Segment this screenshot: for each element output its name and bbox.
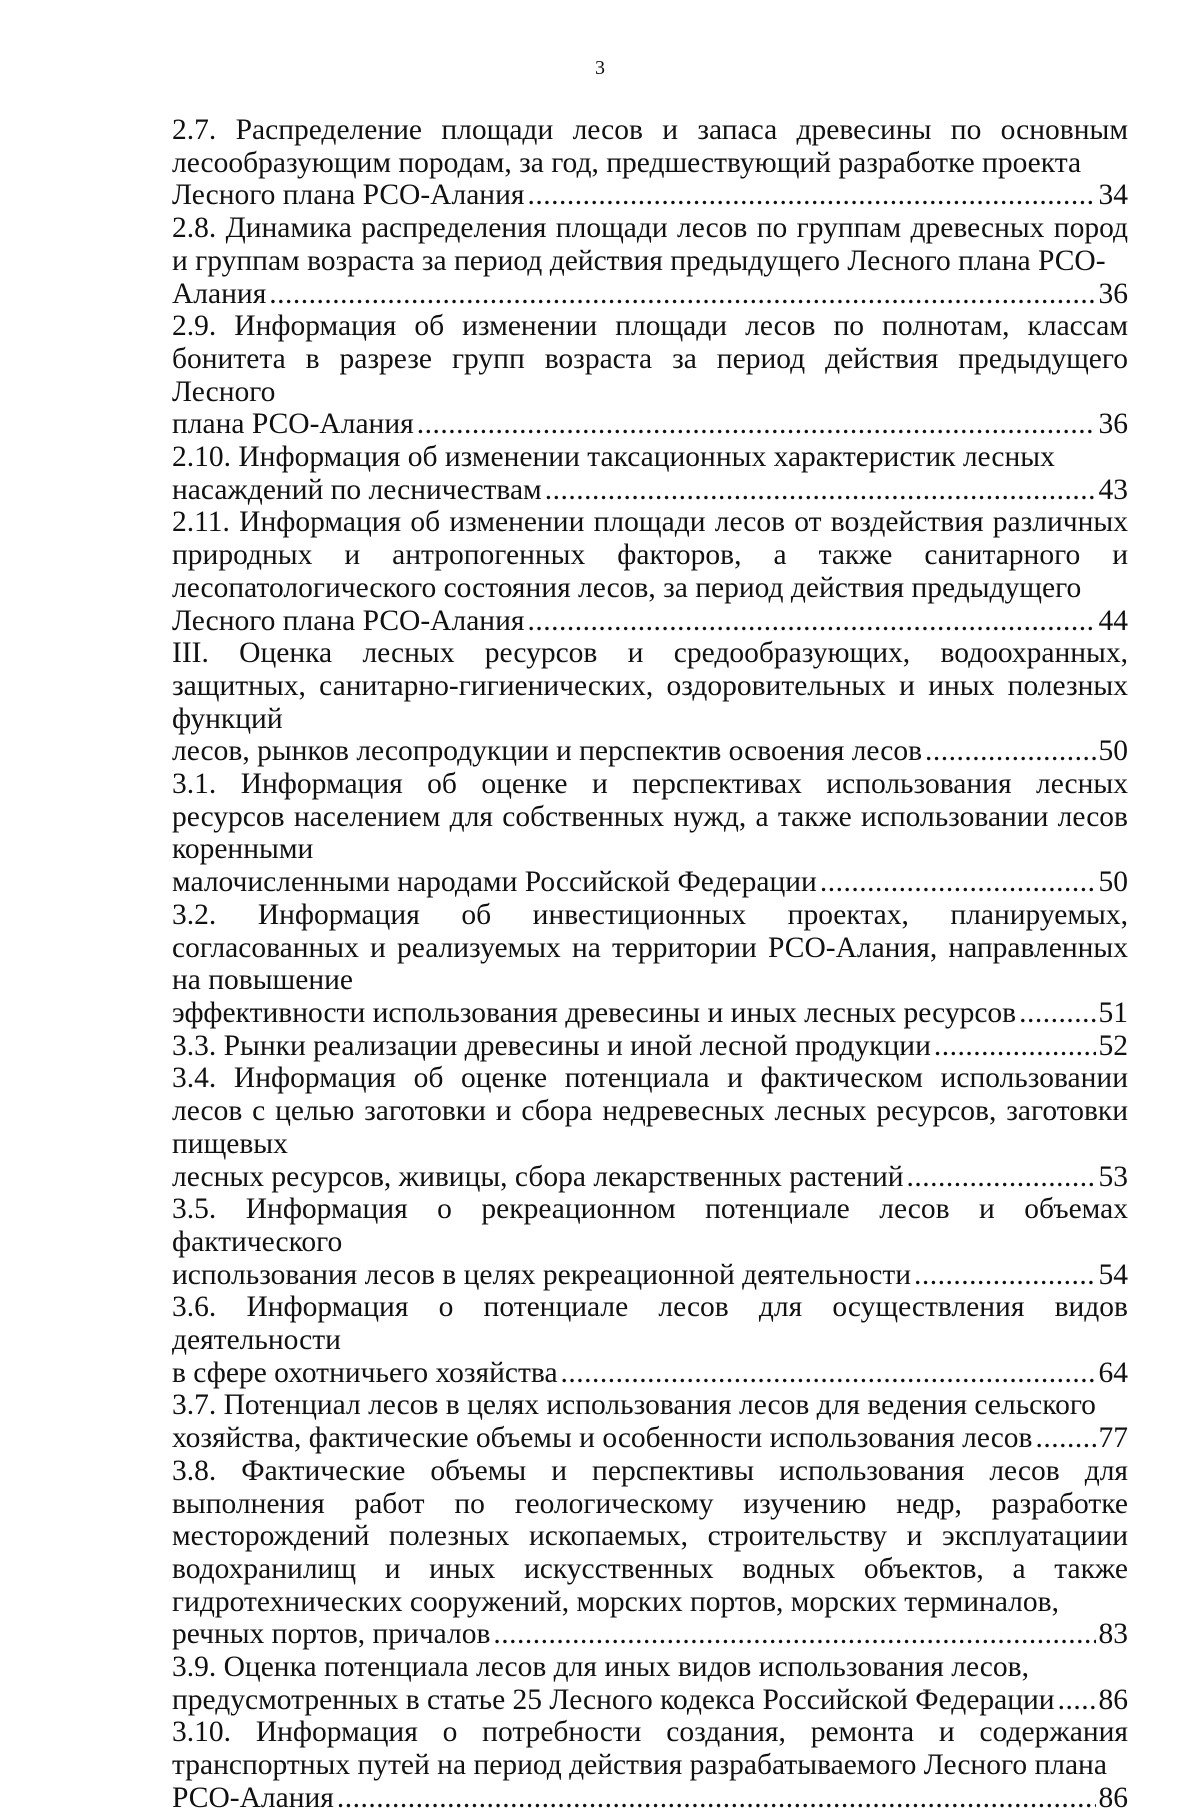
toc-page-number: 34: [1098, 179, 1128, 212]
toc-entry-title-end: использования лесов в целях рекреационной деятельности: [172, 1258, 912, 1291]
toc-entry-last-line: [172, 997, 1128, 1030]
dot-leader: [820, 866, 1096, 899]
dot-leader: [527, 179, 1095, 212]
toc-entry-title: 2.10. Информация об изменении таксационных характеристик лесных: [172, 441, 1055, 474]
toc-page-number: 50: [1098, 735, 1128, 768]
toc-entry-title: 2.7. Распределение площади лесов и запаса древесины по основным лесообразующим породам, за год, предшествующий разработке проекта: [172, 114, 1128, 179]
dot-leader: [1019, 997, 1095, 1030]
toc-entry-title: 2.9. Информация об изменении площади лесов по полнотам, классам бонитета в разрезе групп возраста за период действия предыдущего Лесного: [172, 310, 1128, 408]
dot-leader: [914, 1259, 1095, 1292]
toc-page-number: 64: [1098, 1356, 1128, 1389]
toc-entry-title-end: речных портов, причалов: [172, 1618, 491, 1651]
toc-entry-title: III. Оценка лесных ресурсов и средообразующих, водоохранных, защитных, санитарно-гигиенических, оздоровительных и иных полезных функций: [172, 637, 1128, 735]
toc-page-number: 52: [1098, 1029, 1128, 1062]
dot-leader: [269, 278, 1095, 311]
toc-entry-title: 3.10. Информация о потребности создания, ремонта и содержания транспортных путей на период действия разрабатываемого Лесного плана: [172, 1716, 1128, 1782]
toc-entry-title: 3.9. Оценка потенциала лесов для иных видов использования лесов,: [172, 1651, 1029, 1684]
toc-entry-title-end: малочисленными народами Российской Федерации: [172, 866, 817, 899]
toc-entry-title-end: эффективности использования древесины и иных лесных ресурсов: [172, 996, 1017, 1029]
toc-entry-last-line: [172, 1782, 1128, 1815]
toc-entry-title-end: хозяйства, фактические объемы и особенности использования лесов: [172, 1422, 1033, 1455]
toc-entry-last-line: [172, 1357, 1128, 1390]
dot-leader: [1035, 1422, 1095, 1455]
toc-entry[interactable]: [172, 1291, 1128, 1389]
toc-entry[interactable]: [172, 1389, 1128, 1454]
toc-entry-title: 2.8. Динамика распределения площади лесов по группам древесных пород и группам возраста за период действия предыдущего Лесного плана РСО-: [172, 212, 1128, 277]
dot-leader: [545, 474, 1096, 507]
toc-entry-title-end: Лесного плана РСО-Алания: [172, 604, 525, 637]
toc-entry-title-end: лесов, рынков лесопродукции и перспектив освоения лесов: [172, 735, 923, 768]
toc-entry[interactable]: [172, 768, 1128, 899]
toc-entry-title: 3.5. Информация о рекреационном потенциале лесов и объемах фактического: [172, 1193, 1128, 1258]
toc-entry-last-line: [172, 1259, 1128, 1292]
toc-entry-title: 3.4. Информация об оценке потенциала и фактическом использовании лесов с целью заготовки и сбора недревесных лесных ресурсов, заготовки пищевых: [172, 1062, 1128, 1160]
toc-entry-title-end: лесных ресурсов, живицы, сбора лекарственных растений: [172, 1160, 904, 1193]
toc-page-number: 36: [1098, 277, 1128, 310]
dot-leader: [527, 605, 1095, 638]
toc-entry[interactable]: [172, 1455, 1128, 1651]
toc-page-number: 50: [1098, 866, 1128, 899]
toc-entry-title: 2.11. Информация об изменении площади лесов от воздействия различных природных и антропогенных факторов, а также санитарного и лесопатологического состояния лесов, за период действия предыдущего: [172, 506, 1128, 604]
table-of-contents: [172, 114, 1128, 1815]
toc-entry-title-end: Алания: [172, 277, 267, 310]
toc-page-number: 53: [1098, 1160, 1128, 1193]
dot-leader: [417, 408, 1096, 441]
toc-page-number: 77: [1098, 1422, 1128, 1455]
toc-entry[interactable]: [172, 1030, 1128, 1063]
toc-page-number: 54: [1098, 1258, 1128, 1291]
toc-entry-title-end: плана РСО-Алания: [172, 408, 414, 441]
toc-entry-last-line: [172, 866, 1128, 899]
dot-leader: [337, 1782, 1096, 1815]
toc-entry[interactable]: [172, 506, 1128, 637]
toc-entry-title-end: в сфере охотничьего хозяйства: [172, 1356, 558, 1389]
toc-entry[interactable]: [172, 637, 1128, 768]
toc-entry-title-end: Лесного плана РСО-Алания: [172, 179, 525, 212]
toc-entry-title: 3.7. Потенциал лесов в целях использования лесов для ведения сельского: [172, 1389, 1096, 1422]
dot-leader: [561, 1357, 1096, 1390]
toc-entry-title-end: РСО-Алания: [172, 1781, 334, 1814]
toc-page-number: 86: [1098, 1781, 1128, 1814]
toc-entry-last-line: [172, 179, 1128, 212]
toc-entry-last-line: [172, 1030, 1128, 1063]
toc-page-number: 51: [1098, 996, 1128, 1029]
toc-page-number: 83: [1098, 1618, 1128, 1651]
toc-entry-last-line: [172, 474, 1128, 507]
toc-entry[interactable]: [172, 1062, 1128, 1193]
toc-entry-title: 3.6. Информация о потенциале лесов для осуществления видов деятельности: [172, 1291, 1128, 1357]
toc-entry[interactable]: [172, 310, 1128, 441]
toc-page-number: 44: [1098, 604, 1128, 637]
dot-leader: [934, 1030, 1096, 1063]
toc-entry[interactable]: [172, 441, 1128, 506]
toc-entry-last-line: [172, 735, 1128, 768]
dot-leader: [925, 735, 1095, 768]
toc-entry-last-line: [172, 408, 1128, 441]
page-number: 3: [595, 57, 605, 79]
dot-leader: [493, 1618, 1095, 1651]
toc-entry-title: 3.1. Информация об оценке и перспективах использования лесных ресурсов населением для собственных нужд, а также использовании лесов коренными: [172, 768, 1128, 866]
toc-entry[interactable]: [172, 212, 1128, 310]
toc-entry-last-line: [172, 278, 1128, 311]
dot-leader: [907, 1161, 1096, 1194]
toc-entry-title-end: 3.3. Рынки реализации древесины и иной лесной продукции: [172, 1029, 931, 1062]
toc-entry-title-end: предусмотренных в статье 25 Лесного кодекса Российской Федерации: [172, 1683, 1055, 1716]
toc-entry-last-line: [172, 605, 1128, 638]
toc-page-number: 36: [1098, 408, 1128, 441]
toc-entry[interactable]: [172, 114, 1128, 212]
toc-page-number: 43: [1098, 473, 1128, 506]
dot-leader: [1058, 1684, 1096, 1717]
toc-entry[interactable]: [172, 899, 1128, 1030]
toc-entry-title: 3.8. Фактические объемы и перспективы использования лесов для выполнения работ по геологическому изучению недр, разработке месторождений полезных ископаемых, строительству и эксплуатациии водохранилищ и иных искусственных водных объектов, а также гидротехнических сооружений, морских портов, морских терминалов,: [172, 1454, 1128, 1618]
toc-entry[interactable]: [172, 1651, 1128, 1716]
toc-entry[interactable]: [172, 1193, 1128, 1291]
toc-entry-last-line: [172, 1618, 1128, 1651]
toc-page-number: 86: [1098, 1683, 1128, 1716]
toc-entry-last-line: [172, 1161, 1128, 1194]
toc-entry-title-end: насаждений по лесничествам: [172, 473, 542, 506]
toc-entry[interactable]: [172, 1716, 1128, 1814]
toc-entry-title: 3.2. Информация об инвестиционных проектах, планируемых, согласованных и реализуемых на территории РСО-Алания, направленных на повышение: [172, 898, 1128, 997]
toc-entry-last-line: [172, 1684, 1128, 1717]
toc-entry-last-line: [172, 1422, 1128, 1455]
